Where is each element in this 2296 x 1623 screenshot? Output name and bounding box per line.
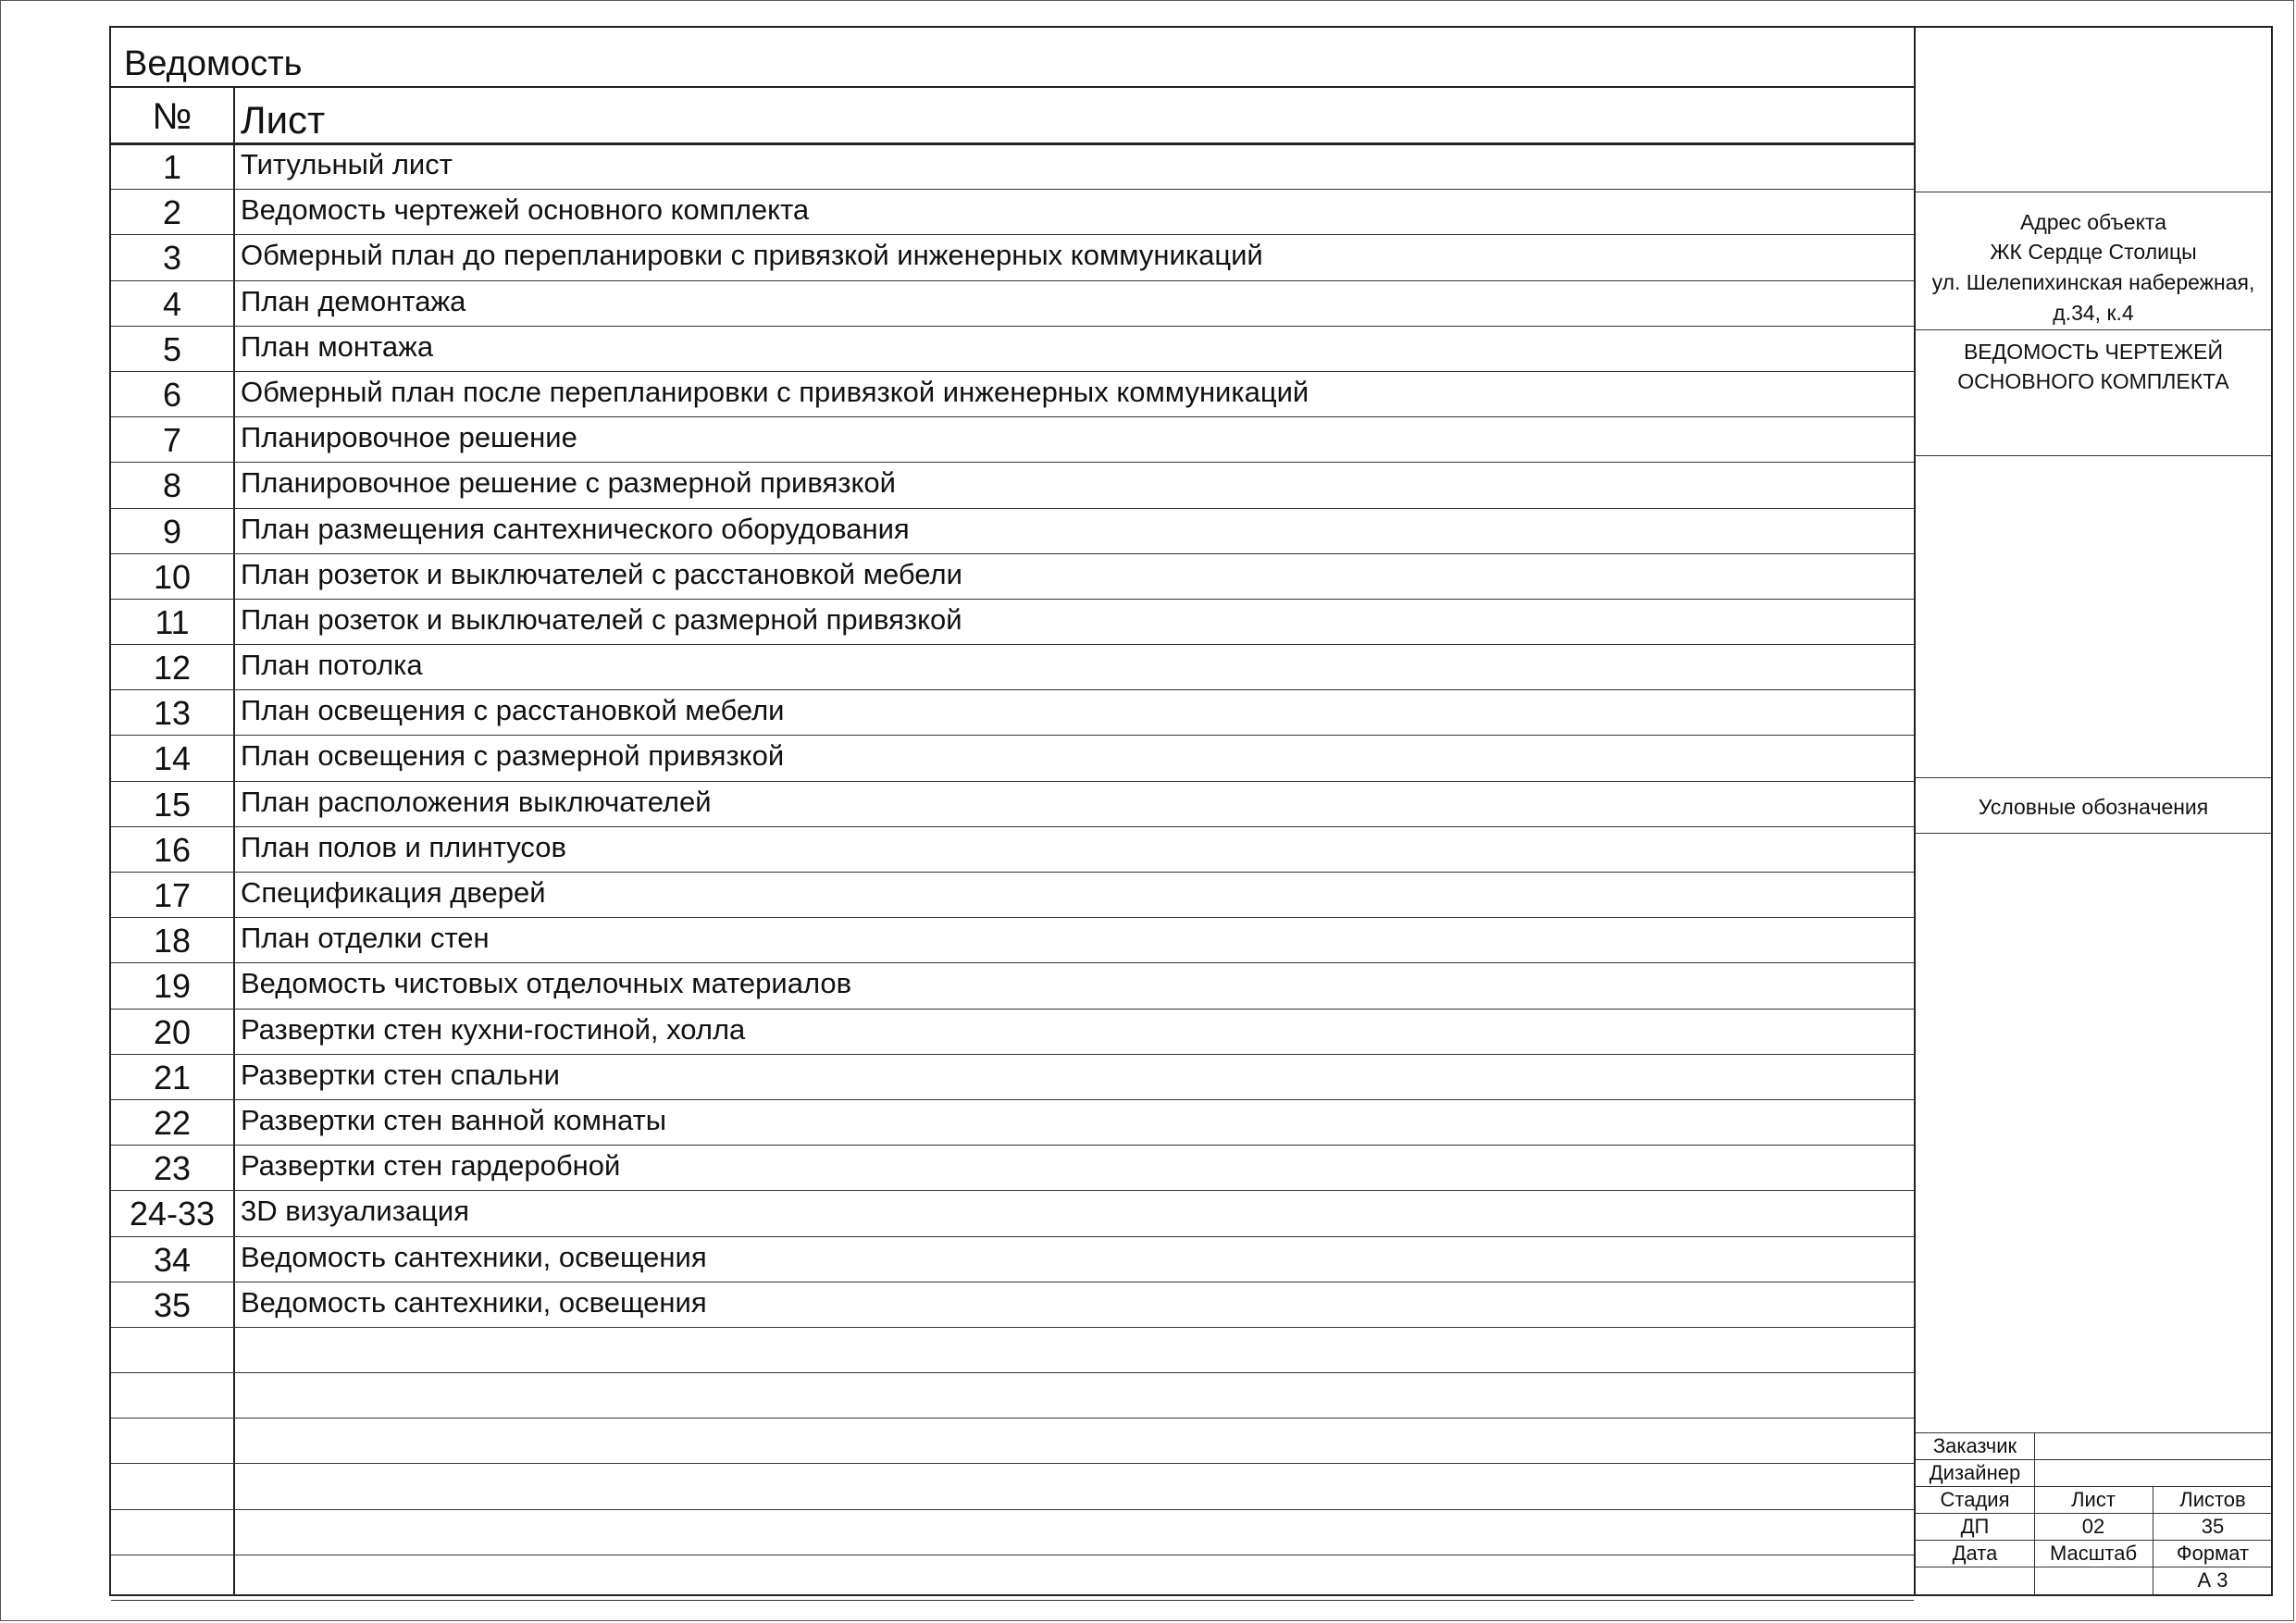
row-number: 21 bbox=[153, 1058, 192, 1096]
table-row bbox=[111, 554, 1914, 600]
table-row bbox=[111, 600, 1914, 645]
row-number: 18 bbox=[153, 922, 192, 960]
table-row bbox=[111, 1237, 1914, 1282]
row-sheet-name: План розеток и выключателей с размерной привязкой bbox=[241, 602, 962, 636]
legend-heading: Условные обозначения bbox=[1978, 795, 2209, 819]
sheet-title-line-2: ОСНОВНОГО КОМПЛЕКТА bbox=[1957, 369, 2229, 393]
address-street: ул. Шелепихинская набережная, bbox=[1931, 270, 2255, 294]
table-row bbox=[111, 1100, 1914, 1146]
stamp-stage-value: ДП bbox=[1960, 1515, 1990, 1538]
table-row bbox=[111, 1055, 1914, 1100]
stamp-date-label: Дата bbox=[1952, 1542, 1998, 1565]
title-block-divider bbox=[1916, 777, 2271, 778]
row-sheet-name: План полов и плинтусов bbox=[241, 830, 566, 863]
drawing-frame bbox=[109, 26, 2273, 1596]
table-row bbox=[111, 1191, 1914, 1236]
stamp-sheets-value: 35 bbox=[2201, 1515, 2225, 1538]
row-number: 2 bbox=[162, 193, 182, 232]
row-number: 12 bbox=[153, 649, 192, 688]
row-number: 4 bbox=[162, 284, 182, 323]
row-sheet-name: Планировочное решение с размерной привязкой bbox=[241, 466, 896, 500]
address-label: Адрес объекта bbox=[2020, 210, 2166, 234]
row-sheet-name: План расположения выключателей bbox=[241, 785, 712, 818]
row-number: 19 bbox=[153, 967, 192, 1006]
stamp-sheet-value: 02 bbox=[2081, 1515, 2105, 1538]
row-sheet-name: План демонтажа bbox=[241, 284, 466, 317]
table-row bbox=[111, 690, 1914, 736]
row-number: 6 bbox=[162, 375, 182, 414]
table-row bbox=[111, 645, 1914, 690]
address-house: д.34, к.4 bbox=[2053, 301, 2134, 325]
row-sheet-name: Обмерный план до перепланировки с привязкой инженерных коммуникаций bbox=[241, 239, 1263, 272]
table-row bbox=[111, 463, 1914, 508]
column-header-sheet: Лист bbox=[241, 98, 326, 142]
table-row bbox=[111, 372, 1914, 417]
row-number: 1 bbox=[162, 148, 182, 186]
table-body bbox=[111, 144, 1914, 1601]
row-number: 13 bbox=[153, 694, 192, 733]
row-number: 24-33 bbox=[129, 1195, 216, 1233]
row-number: 35 bbox=[153, 1285, 192, 1324]
table-row bbox=[111, 918, 1914, 963]
table-row bbox=[111, 873, 1914, 918]
row-number: 14 bbox=[153, 739, 192, 778]
row-number: 34 bbox=[153, 1240, 192, 1279]
table-row bbox=[111, 1282, 1914, 1328]
table-row bbox=[111, 1464, 1914, 1509]
row-sheet-name: Ведомость чистовых отделочных материалов bbox=[241, 967, 852, 1000]
row-sheet-name: Спецификация дверей bbox=[241, 876, 546, 909]
row-number: 7 bbox=[162, 421, 182, 460]
row-sheet-name: Обмерный план после перепланировки с привязкой инженерных коммуникаций bbox=[241, 375, 1309, 408]
row-sheet-name: План отделки стен bbox=[241, 922, 490, 955]
table-row bbox=[111, 190, 1914, 235]
row-number: 17 bbox=[153, 876, 192, 914]
row-number: 15 bbox=[153, 785, 192, 824]
row-sheet-name: План освещения с размерной привязкой bbox=[241, 739, 785, 773]
title-block-divider bbox=[1916, 833, 2271, 834]
table-row bbox=[111, 1510, 1914, 1555]
table-row bbox=[111, 963, 1914, 1009]
row-sheet-name: План розеток и выключателей с расстановкой мебели bbox=[241, 557, 962, 590]
table-row bbox=[111, 509, 1914, 554]
row-number: 11 bbox=[155, 602, 190, 641]
stamp-format-value: А 3 bbox=[2197, 1568, 2228, 1592]
table-row bbox=[111, 782, 1914, 827]
table-row bbox=[111, 281, 1914, 327]
stamp-scale-label: Масштаб bbox=[2049, 1542, 2138, 1565]
table-row bbox=[111, 1146, 1914, 1191]
sheet-title-line-1: ВЕДОМОСТЬ ЧЕРТЕЖЕЙ bbox=[1963, 340, 2224, 364]
stamp-stage-label: Стадия bbox=[1940, 1488, 2010, 1511]
row-sheet-name: Планировочное решение bbox=[241, 421, 577, 454]
table-row bbox=[111, 417, 1914, 463]
title-block bbox=[1916, 28, 2271, 1594]
stamp-table bbox=[1916, 1432, 2271, 1594]
stamp-sheet-label: Лист bbox=[2071, 1488, 2116, 1511]
row-sheet-name: Ведомость чертежей основного комплекта bbox=[241, 193, 810, 227]
row-sheet-name: План потолка bbox=[241, 649, 423, 682]
row-number: 22 bbox=[153, 1103, 192, 1142]
title-divider bbox=[111, 86, 1914, 88]
title-block-divider bbox=[1916, 329, 2271, 330]
row-number: 23 bbox=[153, 1149, 192, 1188]
row-sheet-name: Развертки стен гардеробной bbox=[241, 1149, 621, 1183]
row-number: 16 bbox=[153, 830, 192, 869]
row-sheet-name: План размещения сантехнического оборудования bbox=[241, 512, 910, 545]
table-row bbox=[111, 736, 1914, 781]
stamp-designer-label: Дизайнер bbox=[1929, 1461, 2021, 1484]
row-sheet-name: План освещения с расстановкой мебели bbox=[241, 694, 785, 727]
table-row bbox=[111, 827, 1914, 873]
table-row bbox=[111, 235, 1914, 280]
row-sheet-name: План монтажа bbox=[241, 329, 434, 363]
table-row bbox=[111, 1373, 1914, 1419]
row-number: 20 bbox=[153, 1012, 192, 1051]
table-row bbox=[111, 1328, 1914, 1373]
address-complex: ЖК Сердце Столицы bbox=[1990, 240, 2197, 264]
row-sheet-name: Развертки стен кухни-гостиной, холла bbox=[241, 1012, 746, 1046]
row-number: 8 bbox=[162, 466, 182, 505]
title-block-divider bbox=[1916, 455, 2271, 456]
table-row bbox=[111, 1010, 1914, 1055]
row-number: 9 bbox=[162, 512, 182, 551]
column-header-number: № bbox=[152, 96, 192, 137]
row-sheet-name: Развертки стен спальни bbox=[241, 1058, 560, 1091]
index-table bbox=[111, 28, 1916, 1594]
stamp-customer-label: Заказчик bbox=[1932, 1434, 2017, 1457]
table-row bbox=[111, 144, 1914, 190]
stamp-format-label: Формат bbox=[2176, 1542, 2250, 1565]
row-number: 5 bbox=[162, 329, 182, 368]
table-row bbox=[111, 1555, 1914, 1601]
row-sheet-name: Развертки стен ванной комнаты bbox=[241, 1103, 667, 1136]
row-sheet-name: Ведомость сантехники, освещения bbox=[241, 1285, 707, 1319]
row-sheet-name: Титульный лист bbox=[241, 148, 453, 180]
row-sheet-name: Ведомость сантехники, освещения bbox=[241, 1240, 707, 1273]
stamp-sheets-label: Листов bbox=[2179, 1488, 2246, 1511]
row-number: 10 bbox=[153, 557, 192, 596]
row-sheet-name: 3D визуализация bbox=[241, 1195, 470, 1228]
table-title: Ведомость bbox=[124, 44, 303, 83]
table-row bbox=[111, 1419, 1914, 1464]
row-number: 3 bbox=[162, 239, 182, 278]
table-row bbox=[111, 327, 1914, 372]
